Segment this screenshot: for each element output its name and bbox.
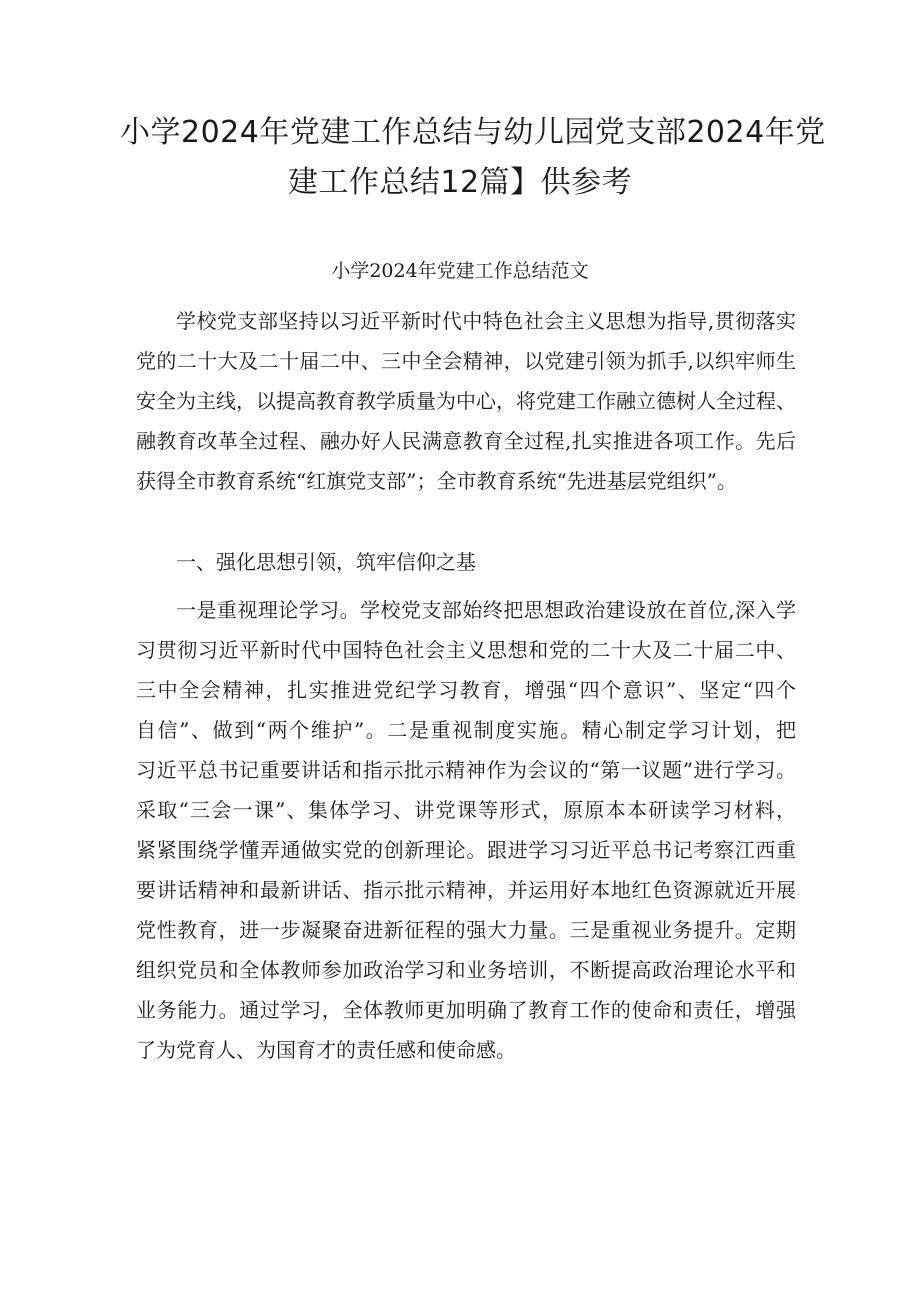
paragraph-line: 获得全市教育系统“红旗党支部”；全市教育系统“先进基层党组织”。	[136, 469, 737, 493]
paragraph-line: 紧紧围绕学懂弄通做实党的创新理论。跟进学习习近平总书记考察江西重	[136, 838, 796, 862]
paragraph-line: 自信”、做到“两个维护”。二是重视制度实施。精心制定学习计划，把	[136, 718, 796, 742]
paragraph-line: 习近平总书记重要讲话和指示批示精神作为会议的“第一议题”进行学习。	[136, 758, 796, 782]
intro-paragraph	[136, 301, 796, 501]
document-title-line-2: 建工作总结12篇】供参考	[287, 165, 633, 200]
paragraph-line: 习贯彻习近平新时代中国特色社会主义思想和党的二十大及二十届二中、	[136, 638, 796, 662]
paragraph-line: 了为党育人、为国育才的责任感和使命感。	[136, 1038, 516, 1062]
paragraph-line: 业务能力。通过学习，全体教师更加明确了教育工作的使命和责任，增强	[136, 998, 796, 1022]
paragraph-line: 融教育改革全过程、融办好人民满意教育全过程,扎实推进各项工作。先后	[136, 429, 796, 453]
document-title-line-1: 小学2024年党建工作总结与幼儿园党支部2024年党	[120, 115, 826, 150]
paragraph-line: 组织党员和全体教师参加政治学习和业务培训，不断提高政治理论水平和	[136, 958, 796, 982]
paragraph-line: 三中全会精神，扎实推进党纪学习教育，增强“四个意识”、坚定“四个	[136, 678, 796, 702]
paragraph-line: 党性教育，进一步凝聚奋进新征程的强大力量。三是重视业务提升。定期	[136, 918, 796, 942]
subheading-one	[136, 542, 796, 582]
paragraph-line: 学校党支部坚持以习近平新时代中特色社会主义思想为指导,贯彻落实	[176, 309, 796, 333]
paragraph-line: 安全为主线，以提高教育教学质量为中心，将党建工作融立德树人全过程、	[136, 389, 796, 413]
document-title	[120, 108, 826, 208]
paragraph-line: 要讲话精神和最新讲话、指示批示精神，并运用好本地红色资源就近开展	[136, 878, 796, 902]
subheading-text: 一、强化思想引领，筑牢信仰之基	[176, 550, 476, 574]
paragraph-line: 采取“三会一课”、集体学习、讲党课等形式，原原本本研读学习材料，	[136, 798, 796, 822]
section-title: 小学2024年党建工作总结范文	[331, 260, 589, 282]
body-paragraph	[136, 590, 796, 1070]
paragraph-line: 一是重视理论学习。学校党支部始终把思想政治建设放在首位,深入学	[176, 598, 796, 622]
paragraph-line: 党的二十大及二十届二中、三中全会精神，以党建引领为抓手,以织牢师生	[136, 349, 796, 373]
